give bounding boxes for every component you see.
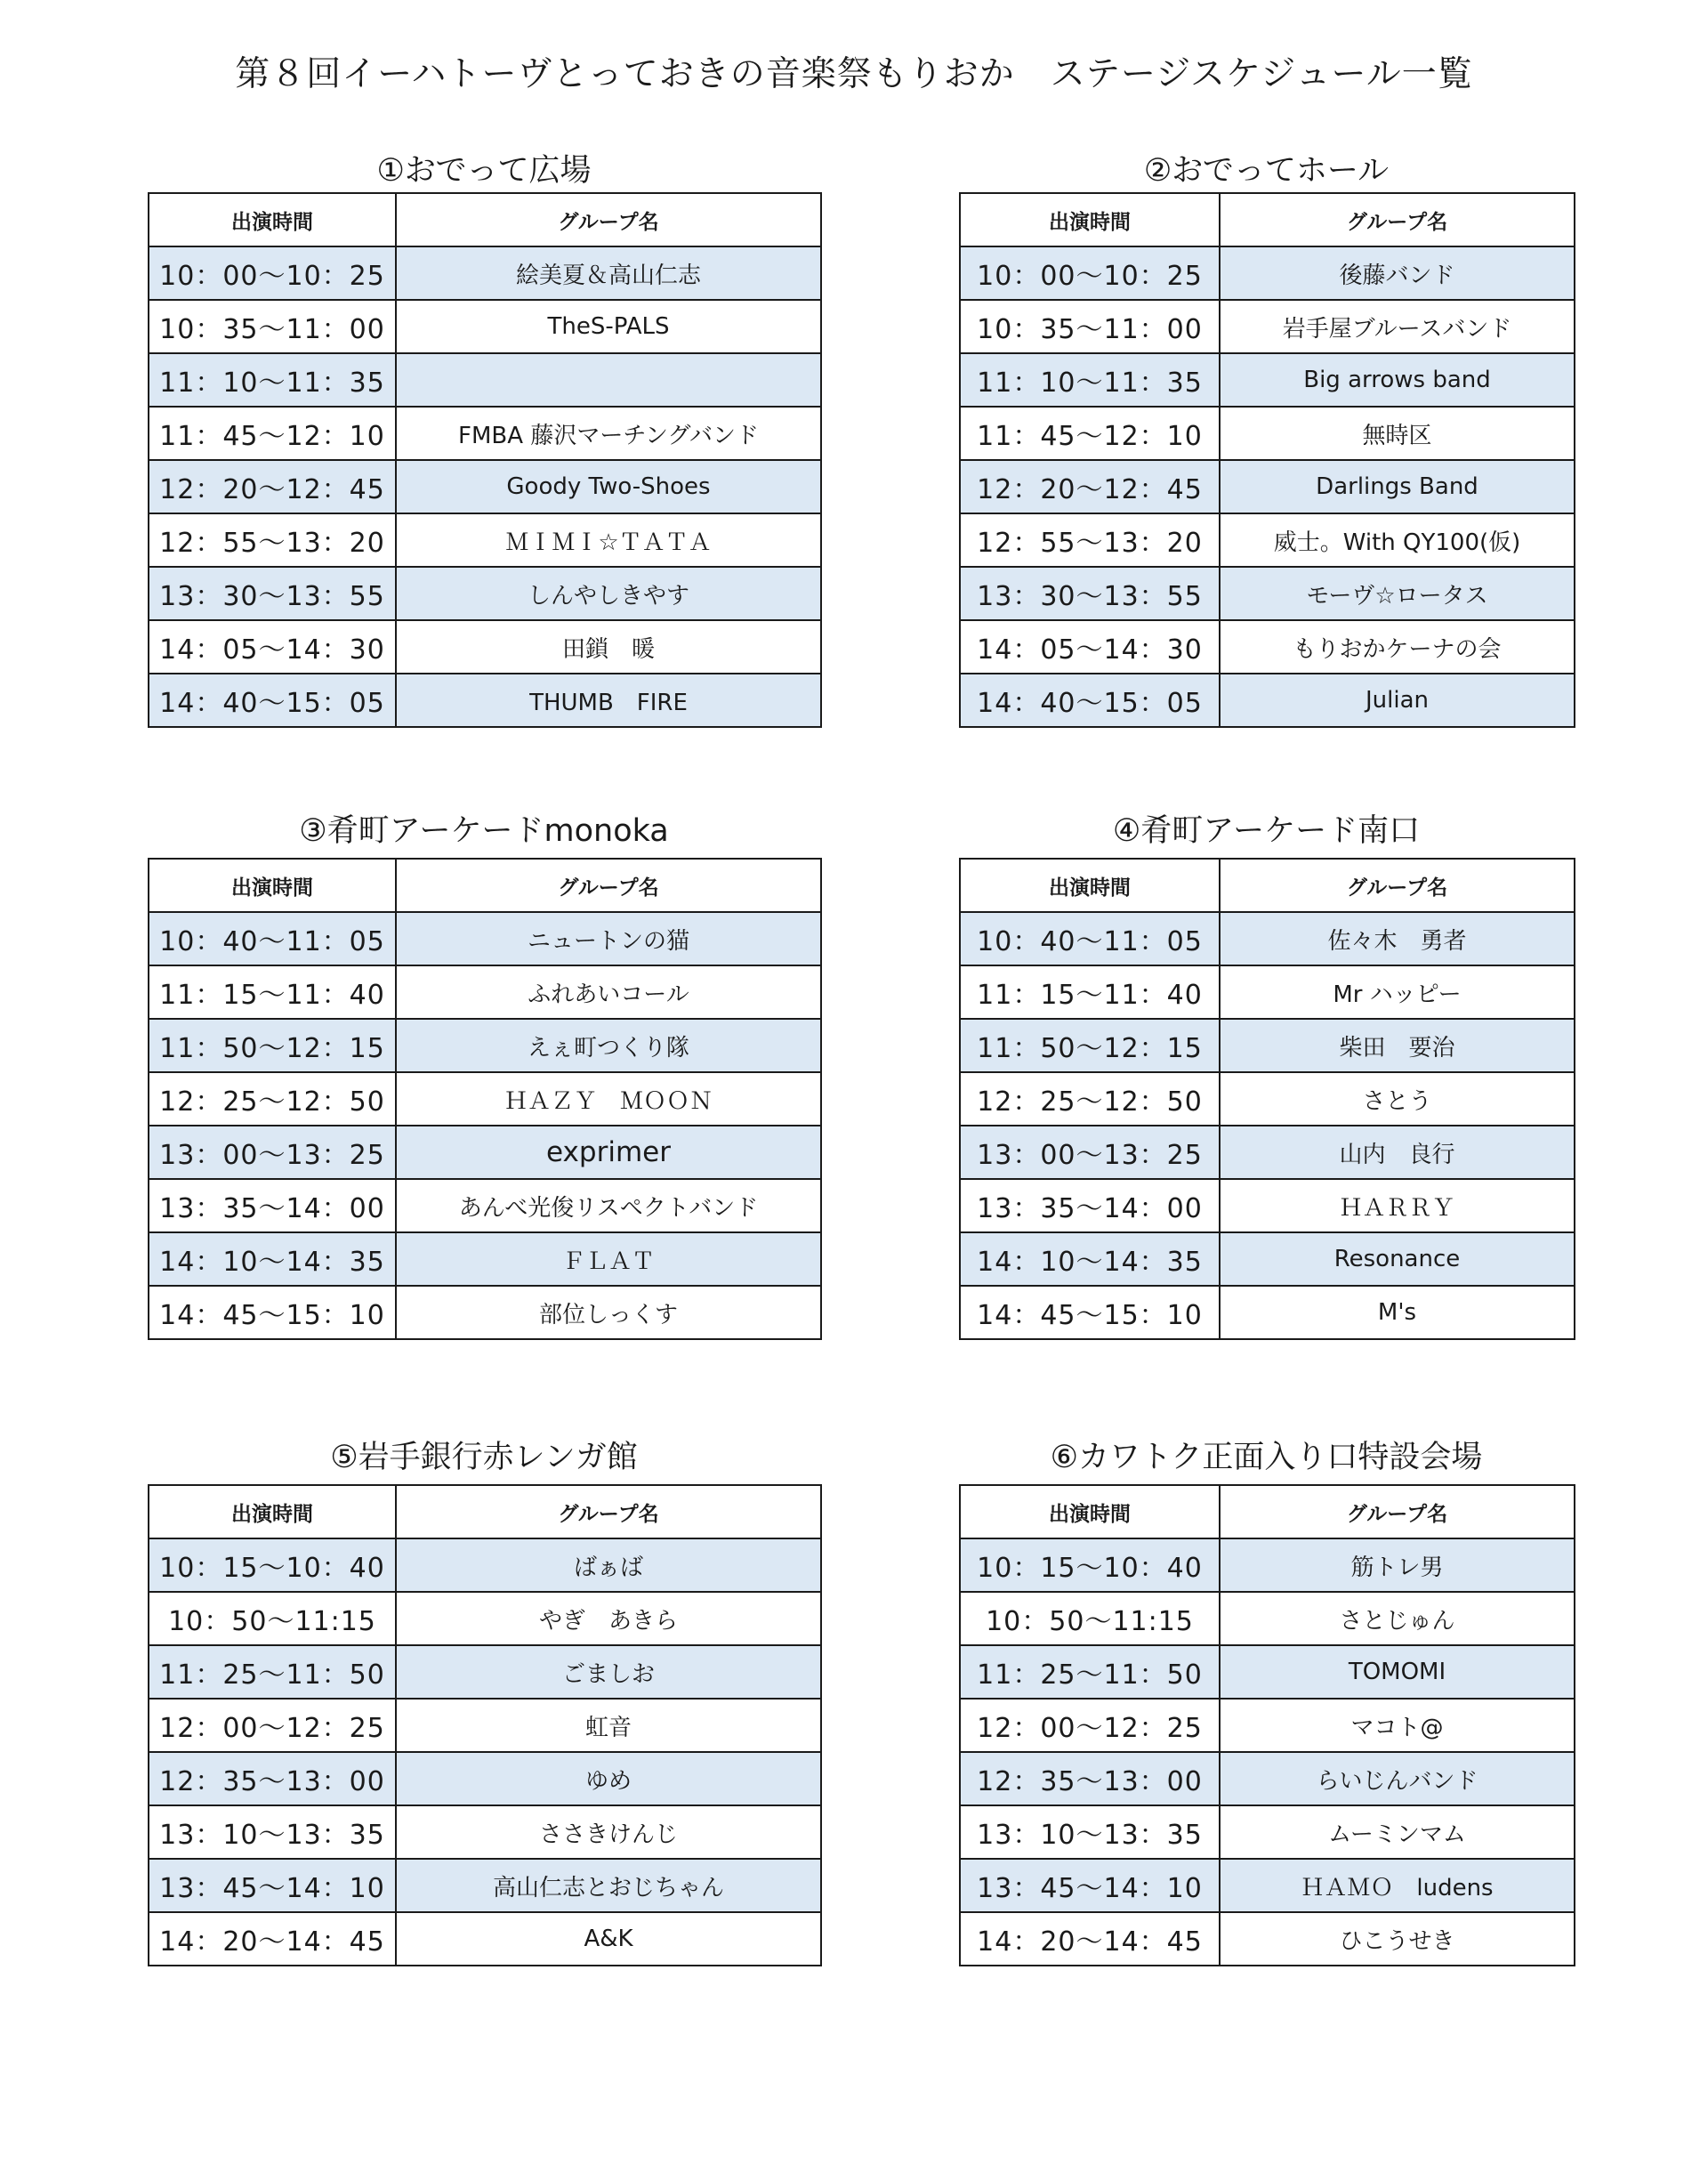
group-cell: Julian	[1220, 674, 1575, 727]
schedule-table	[959, 1484, 1575, 1966]
table-row	[960, 1019, 1575, 1072]
table-row	[960, 567, 1575, 620]
schedule-table	[148, 858, 822, 1340]
empty-slot-cell	[396, 353, 821, 407]
group-cell: TOMOMI	[1220, 1645, 1575, 1699]
table-row	[149, 460, 821, 513]
time-cell: 13：45〜14：10	[149, 1859, 396, 1912]
schedule-table	[148, 192, 822, 728]
table-row	[960, 1912, 1575, 1966]
time-cell: 11：10〜11：35	[960, 353, 1220, 407]
table-row	[960, 1645, 1575, 1699]
time-cell: 11：45〜12：10	[960, 407, 1220, 460]
time-cell: 11：10〜11：35	[149, 353, 396, 407]
time-cell: 14：20〜14：45	[960, 1912, 1220, 1966]
stage-title: ②おでってホール	[1143, 153, 1390, 189]
table-header-row	[960, 859, 1575, 912]
time-cell: 14：40〜15：05	[960, 674, 1220, 727]
table-row	[149, 1232, 821, 1286]
table-row	[149, 1699, 821, 1752]
time-cell: 12：25〜12：50	[960, 1072, 1220, 1126]
group-cell: ゆめ	[396, 1752, 821, 1805]
table-row	[149, 567, 821, 620]
time-cell: 12：35〜13：00	[149, 1752, 396, 1805]
group-cell: 岩手屋ブルースバンド	[1220, 300, 1575, 353]
table-row	[149, 513, 821, 567]
header-time: 出演時間	[960, 859, 1220, 912]
table-header-row	[960, 193, 1575, 246]
table-row	[960, 246, 1575, 300]
group-cell: あんべ光俊リスペクトバンド	[396, 1179, 821, 1232]
table-row	[149, 1592, 821, 1645]
group-cell: 柴田 要治	[1220, 1019, 1575, 1072]
group-cell: 無時区	[1220, 407, 1575, 460]
time-cell: 10：40〜11：05	[960, 912, 1220, 965]
group-cell: やぎ あきら	[396, 1592, 821, 1645]
group-cell: さとう	[1220, 1072, 1575, 1126]
group-cell: Darlings Band	[1220, 460, 1575, 513]
header-time: 出演時間	[960, 193, 1220, 246]
header-time: 出演時間	[149, 859, 396, 912]
group-cell: 高山仁志とおじちゃん	[396, 1859, 821, 1912]
table-row	[960, 1179, 1575, 1232]
group-cell: ＨＡＲＲＹ	[1220, 1179, 1575, 1232]
group-cell: モーヴ☆ロータス	[1220, 567, 1575, 620]
table-row	[960, 300, 1575, 353]
group-cell: 後藤バンド	[1220, 246, 1575, 300]
page-title: 第８回イーハトーヴとっておきの音楽祭もりおか ステージスケジュール一覧	[235, 54, 1473, 94]
table-row	[960, 965, 1575, 1019]
table-row	[960, 460, 1575, 513]
table-row	[149, 674, 821, 727]
group-cell: ばぁば	[396, 1538, 821, 1592]
stage-title: ⑤岩手銀行赤レンガ館	[330, 1440, 638, 1475]
table-header-row	[960, 1485, 1575, 1538]
group-cell: ＨＡＺＹ ＭＯＯＮ	[396, 1072, 821, 1126]
table-row	[960, 1592, 1575, 1645]
time-cell: 13：35〜14：00	[149, 1179, 396, 1232]
table-row	[149, 1538, 821, 1592]
time-cell: 10：15〜10：40	[149, 1538, 396, 1592]
time-cell: 14：05〜14：30	[149, 620, 396, 674]
header-group: グループ名	[1220, 859, 1575, 912]
table-row	[149, 300, 821, 353]
time-cell: 10：40〜11：05	[149, 912, 396, 965]
time-cell: 12：35〜13：00	[960, 1752, 1220, 1805]
time-cell: 12：00〜12：25	[149, 1699, 396, 1752]
time-cell: 12：55〜13：20	[960, 513, 1220, 567]
time-cell: 11：25〜11：50	[149, 1645, 396, 1699]
time-cell: 12：25〜12：50	[149, 1072, 396, 1126]
table-row	[149, 1859, 821, 1912]
time-cell: 10：35〜11：00	[960, 300, 1220, 353]
table-row	[149, 407, 821, 460]
schedule-table	[959, 192, 1575, 728]
table-row	[960, 353, 1575, 407]
time-cell: 12：20〜12：45	[960, 460, 1220, 513]
table-row	[149, 1752, 821, 1805]
time-cell: 14：45〜15：10	[149, 1286, 396, 1339]
time-cell: 13：10〜13：35	[960, 1805, 1220, 1859]
table-row	[960, 1286, 1575, 1339]
table-row	[960, 1699, 1575, 1752]
group-cell: 山内 良行	[1220, 1126, 1575, 1179]
time-cell: 10：00〜10：25	[149, 246, 396, 300]
group-cell: exprimer	[396, 1126, 821, 1179]
group-cell: らいじんバンド	[1220, 1752, 1575, 1805]
group-cell: ふれあいコール	[396, 965, 821, 1019]
group-cell: ムーミンマム	[1220, 1805, 1575, 1859]
group-cell: 佐々木 勇者	[1220, 912, 1575, 965]
time-cell: 10：50〜11:15	[149, 1592, 396, 1645]
time-cell: 11：50〜12：15	[960, 1019, 1220, 1072]
table-header-row	[149, 1485, 821, 1538]
header-group: グループ名	[396, 193, 821, 246]
schedule-table	[148, 1484, 822, 1966]
group-cell: M's	[1220, 1286, 1575, 1339]
table-row	[960, 1232, 1575, 1286]
stage-title: ③肴町アーケードmonoka	[299, 813, 669, 849]
table-row	[960, 620, 1575, 674]
table-header-row	[149, 859, 821, 912]
header-group: グループ名	[1220, 193, 1575, 246]
group-cell: ひこうせき	[1220, 1912, 1575, 1966]
table-row	[960, 1752, 1575, 1805]
group-cell: マコト@	[1220, 1699, 1575, 1752]
time-cell: 11：25〜11：50	[960, 1645, 1220, 1699]
header-time: 出演時間	[149, 1485, 396, 1538]
header-time: 出演時間	[960, 1485, 1220, 1538]
time-cell: 13：45〜14：10	[960, 1859, 1220, 1912]
time-cell: 10：50〜11:15	[960, 1592, 1220, 1645]
time-cell: 11：15〜11：40	[149, 965, 396, 1019]
time-cell: 12：20〜12：45	[149, 460, 396, 513]
time-cell: 11：45〜12：10	[149, 407, 396, 460]
table-row	[149, 620, 821, 674]
time-cell: 14：40〜15：05	[149, 674, 396, 727]
table-row	[149, 353, 821, 407]
table-row	[960, 513, 1575, 567]
group-cell: しんやしきやす	[396, 567, 821, 620]
time-cell: 13：00〜13：25	[960, 1126, 1220, 1179]
table-row	[149, 1912, 821, 1966]
table-row	[149, 912, 821, 965]
stage-title: ④肴町アーケード南口	[1112, 813, 1421, 849]
group-cell: ＨＡＭＯ ludens	[1220, 1859, 1575, 1912]
time-cell: 14：05〜14：30	[960, 620, 1220, 674]
group-cell: 筋トレ男	[1220, 1538, 1575, 1592]
group-cell: FMBA 藤沢マーチングバンド	[396, 407, 821, 460]
group-cell: Resonance	[1220, 1232, 1575, 1286]
group-cell: もりおかケーナの会	[1220, 620, 1575, 674]
group-cell: Big arrows band	[1220, 353, 1575, 407]
group-cell: ＦＬＡＴ	[396, 1232, 821, 1286]
time-cell: 11：15〜11：40	[960, 965, 1220, 1019]
table-row	[149, 1019, 821, 1072]
table-row	[149, 1645, 821, 1699]
table-row	[960, 912, 1575, 965]
time-cell: 14：10〜14：35	[960, 1232, 1220, 1286]
group-cell: さとじゅん	[1220, 1592, 1575, 1645]
time-cell: 13：30〜13：55	[960, 567, 1220, 620]
table-row	[149, 965, 821, 1019]
table-row	[960, 1538, 1575, 1592]
table-header-row	[149, 193, 821, 246]
table-row	[960, 1805, 1575, 1859]
time-cell: 10：35〜11：00	[149, 300, 396, 353]
time-cell: 13：00〜13：25	[149, 1126, 396, 1179]
table-row	[149, 1286, 821, 1339]
table-row	[960, 1072, 1575, 1126]
schedule-table	[959, 858, 1575, 1340]
group-cell: ニュートンの猫	[396, 912, 821, 965]
header-group: グループ名	[1220, 1485, 1575, 1538]
table-row	[149, 1805, 821, 1859]
table-row	[149, 1179, 821, 1232]
group-cell: Goody Two-Shoes	[396, 460, 821, 513]
header-group: グループ名	[396, 859, 821, 912]
table-row	[960, 1126, 1575, 1179]
table-row	[960, 1859, 1575, 1912]
header-time: 出演時間	[149, 193, 396, 246]
group-cell: Mr ハッピー	[1220, 965, 1575, 1019]
group-cell: 部位しっくす	[396, 1286, 821, 1339]
time-cell: 12：55〜13：20	[149, 513, 396, 567]
stage-title: ⑥カワトク正面入り口特設会場	[1050, 1440, 1483, 1475]
table-row	[149, 246, 821, 300]
group-cell: ごましお	[396, 1645, 821, 1699]
time-cell: 10：00〜10：25	[960, 246, 1220, 300]
time-cell: 10：15〜10：40	[960, 1538, 1220, 1592]
table-row	[149, 1126, 821, 1179]
time-cell: 11：50〜12：15	[149, 1019, 396, 1072]
group-cell: THUMB FIRE	[396, 674, 821, 727]
stage-title: ①おでって広場	[376, 153, 592, 189]
table-row	[960, 407, 1575, 460]
group-cell: TheS-PALS	[396, 300, 821, 353]
group-cell: 絵美夏＆高山仁志	[396, 246, 821, 300]
time-cell: 13：10〜13：35	[149, 1805, 396, 1859]
time-cell: 13：30〜13：55	[149, 567, 396, 620]
time-cell: 13：35〜14：00	[960, 1179, 1220, 1232]
group-cell: ささきけんじ	[396, 1805, 821, 1859]
time-cell: 14：45〜15：10	[960, 1286, 1220, 1339]
group-cell: 虹音	[396, 1699, 821, 1752]
table-row	[149, 1072, 821, 1126]
group-cell: 威士。With QY100(仮)	[1220, 513, 1575, 567]
table-row	[960, 674, 1575, 727]
group-cell: 田鎖 暖	[396, 620, 821, 674]
time-cell: 12：00〜12：25	[960, 1699, 1220, 1752]
group-cell: A&K	[396, 1912, 821, 1966]
header-group: グループ名	[396, 1485, 821, 1538]
time-cell: 14：20〜14：45	[149, 1912, 396, 1966]
group-cell: えぇ町つくり隊	[396, 1019, 821, 1072]
time-cell: 14：10〜14：35	[149, 1232, 396, 1286]
group-cell: ＭＩＭＩ☆ＴＡＴＡ	[396, 513, 821, 567]
